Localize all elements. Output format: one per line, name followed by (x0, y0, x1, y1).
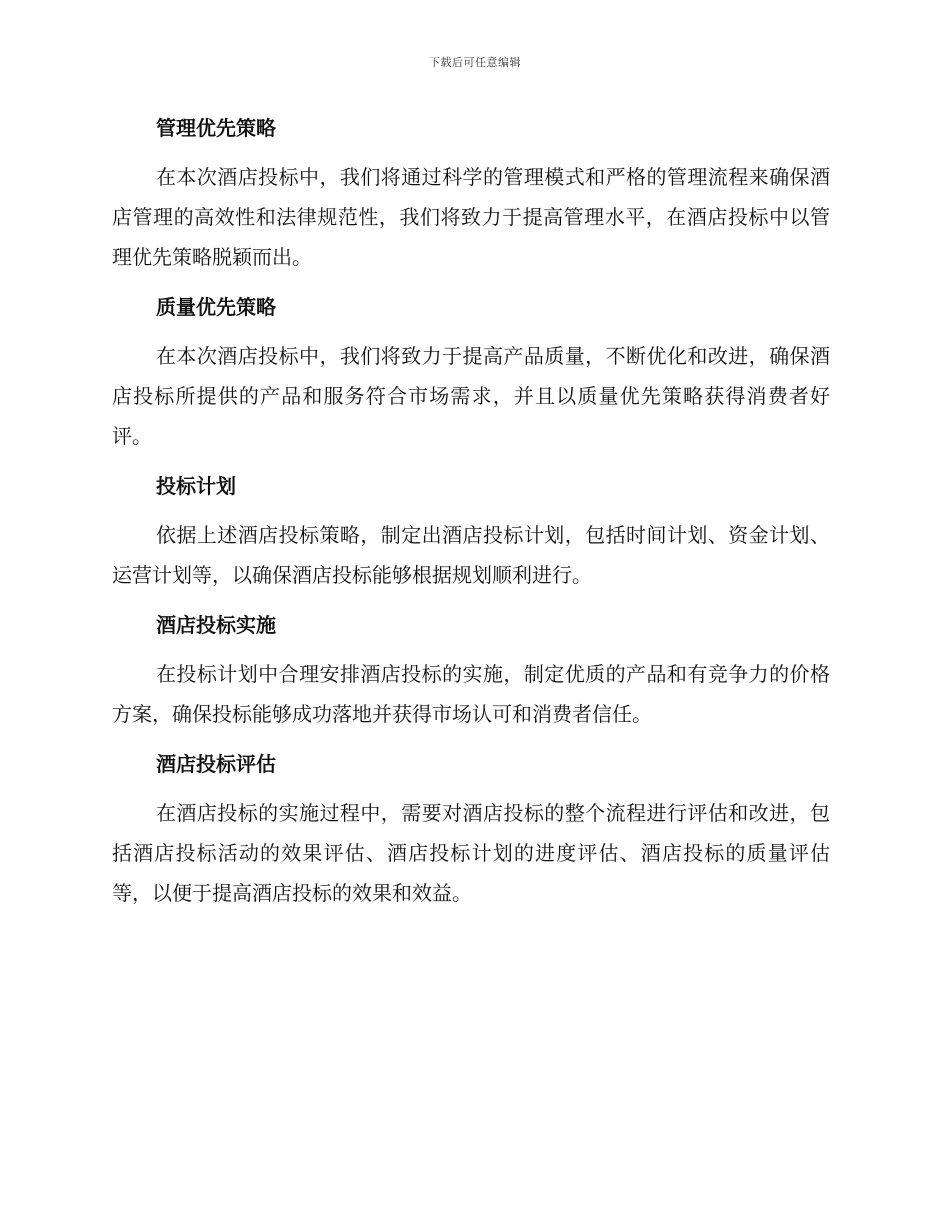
section-heading: 质量优先策略 (156, 295, 276, 319)
section-paragraph: 在本次酒店投标中，我们将通过科学的管理模式和严格的管理流程来确保酒店管理的高效性和法律规范性，我们将致力于提高管理水平，在酒店投标中以管理优先策略脱颖而出。 (112, 165, 830, 269)
section-bid-evaluation (112, 744, 830, 913)
section-bid-plan (112, 466, 830, 595)
section-bid-implementation (112, 605, 830, 734)
page-header-note: 下载后可任意编辑 (429, 56, 521, 69)
section-heading: 酒店投标评估 (156, 752, 276, 776)
section-heading: 酒店投标实施 (156, 613, 276, 637)
section-quality-priority (112, 287, 830, 456)
section-management-priority (112, 108, 830, 277)
section-paragraph: 在投标计划中合理安排酒店投标的实施，制定优质的产品和有竞争力的价格方案，确保投标能够成功落地并获得市场认可和消费者信任。 (112, 662, 830, 726)
document-body (112, 108, 830, 923)
section-heading: 管理优先策略 (156, 116, 276, 140)
section-heading: 投标计划 (156, 474, 236, 498)
section-paragraph: 在酒店投标的实施过程中，需要对酒店投标的整个流程进行评估和改进，包括酒店投标活动的效果评估、酒店投标计划的进度评估、酒店投标的质量评估等，以便于提高酒店投标的效果和效益。 (112, 801, 830, 905)
section-paragraph: 在本次酒店投标中，我们将致力于提高产品质量，不断优化和改进，确保酒店投标所提供的产品和服务符合市场需求，并且以质量优先策略获得消费者好评。 (112, 344, 830, 448)
section-paragraph: 依据上述酒店投标策略，制定出酒店投标计划，包括时间计划、资金计划、运营计划等，以确保酒店投标能够根据规划顺利进行。 (112, 523, 830, 587)
